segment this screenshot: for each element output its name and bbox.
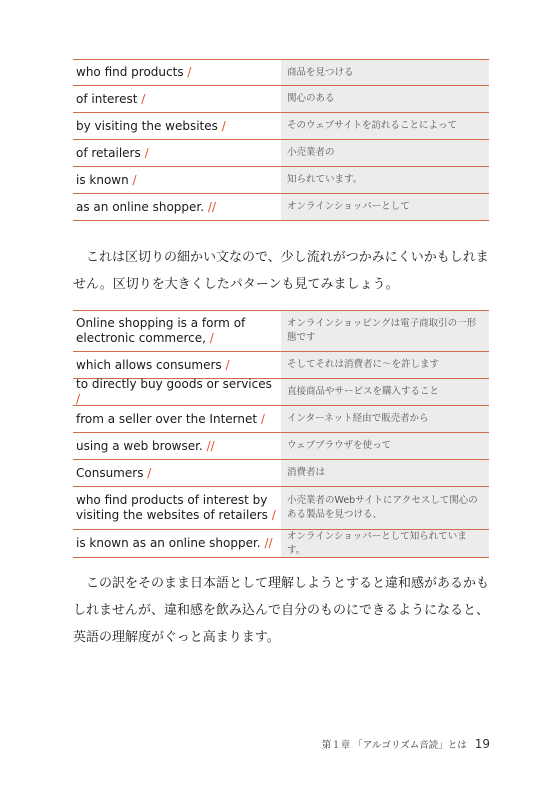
table-row bbox=[73, 140, 489, 167]
slash-marker: // bbox=[206, 438, 215, 453]
japanese-translation: オンラインショッパーとして bbox=[281, 194, 489, 220]
japanese-translation: 小売業者の bbox=[281, 140, 489, 166]
japanese-translation: 小売業者のWebサイトにアクセスして関心のある製品を見つける、 bbox=[281, 487, 489, 529]
slash-marker: / bbox=[260, 411, 265, 426]
table-row bbox=[73, 487, 489, 530]
table-row bbox=[73, 310, 489, 352]
japanese-translation: 知られています。 bbox=[281, 167, 489, 193]
english-chunk: from a seller over the Internet / bbox=[76, 411, 265, 426]
english-chunk: using a web browser. // bbox=[76, 438, 215, 453]
page-number: 19 bbox=[474, 737, 490, 751]
table-row bbox=[73, 86, 489, 113]
japanese-translation: オンラインショッピングは電子商取引の一形態です bbox=[281, 311, 489, 351]
slash-marker: // bbox=[207, 199, 216, 214]
slash-marker: / bbox=[187, 65, 192, 79]
slash-marker: // bbox=[264, 536, 273, 550]
table-row bbox=[73, 433, 489, 460]
english-chunk: which allows consumers / bbox=[76, 357, 230, 372]
body-paragraph: この訳をそのまま日本語として理解しようとすると違和感があるかもしれませんが、違和感を飲み込んで自分のものにできるようになると、英語の理解度がぐっと高まります。 bbox=[73, 576, 490, 645]
japanese-translation: ウェブブラウザを使って bbox=[281, 433, 489, 459]
table-row bbox=[73, 113, 489, 140]
table-row bbox=[73, 530, 489, 558]
table-row bbox=[73, 379, 489, 406]
english-chunk: of interest / bbox=[76, 91, 146, 106]
japanese-translation: 直接商品やサービスを購入すること bbox=[281, 379, 489, 405]
slash-marker: / bbox=[221, 118, 226, 133]
chapter-title: 第１章 「アルゴリズム音読」とは bbox=[321, 740, 467, 751]
table-row bbox=[73, 194, 489, 221]
table-row bbox=[73, 167, 489, 194]
japanese-translation: オンラインショッパーとして知られています。 bbox=[281, 530, 489, 557]
japanese-translation: そのウェブサイトを訪れることによって bbox=[281, 113, 489, 139]
japanese-translation: インターネット経由で販売者から bbox=[281, 406, 489, 432]
english-chunk: who find products / bbox=[76, 65, 192, 79]
phrase-table-1 bbox=[73, 59, 489, 221]
table-row bbox=[73, 352, 489, 379]
slash-marker: / bbox=[225, 357, 230, 372]
japanese-translation: そしてそれは消費者に〜を許します bbox=[281, 352, 489, 378]
slash-marker: / bbox=[132, 172, 137, 187]
table-row bbox=[73, 406, 489, 433]
english-chunk: as an online shopper. // bbox=[76, 199, 216, 214]
slash-marker: / bbox=[271, 508, 276, 522]
japanese-translation: 消費者は bbox=[281, 460, 489, 486]
english-chunk: who find products of interest by visiting the websites of retailers / bbox=[76, 493, 276, 522]
body-paragraph: これは区切りの細かい文なので、少し流れがつかみにくいかもしれません。区切りを大きくしたパターンも見てみましょう。 bbox=[73, 250, 489, 292]
english-chunk: is known / bbox=[76, 172, 137, 187]
japanese-translation: 商品を見つける bbox=[281, 60, 489, 85]
english-chunk: of retailers / bbox=[76, 145, 149, 160]
table-row bbox=[73, 460, 489, 487]
slash-marker: / bbox=[141, 91, 146, 106]
slash-marker: / bbox=[76, 392, 81, 406]
english-chunk: Online shopping is a form of electronic commerce, / bbox=[76, 316, 246, 345]
slash-marker: / bbox=[147, 465, 152, 480]
english-chunk: is known as an online shopper. // bbox=[76, 536, 273, 550]
table-row bbox=[73, 59, 489, 86]
english-chunk: by visiting the websites / bbox=[76, 118, 226, 133]
japanese-translation: 関心のある bbox=[281, 86, 489, 112]
phrase-table-2 bbox=[73, 310, 489, 558]
english-chunk: Consumers / bbox=[76, 465, 152, 480]
english-chunk: to directly buy goods or services / bbox=[76, 377, 272, 406]
slash-marker: / bbox=[144, 145, 149, 160]
page-footer bbox=[320, 737, 490, 751]
slash-marker: / bbox=[209, 331, 214, 345]
